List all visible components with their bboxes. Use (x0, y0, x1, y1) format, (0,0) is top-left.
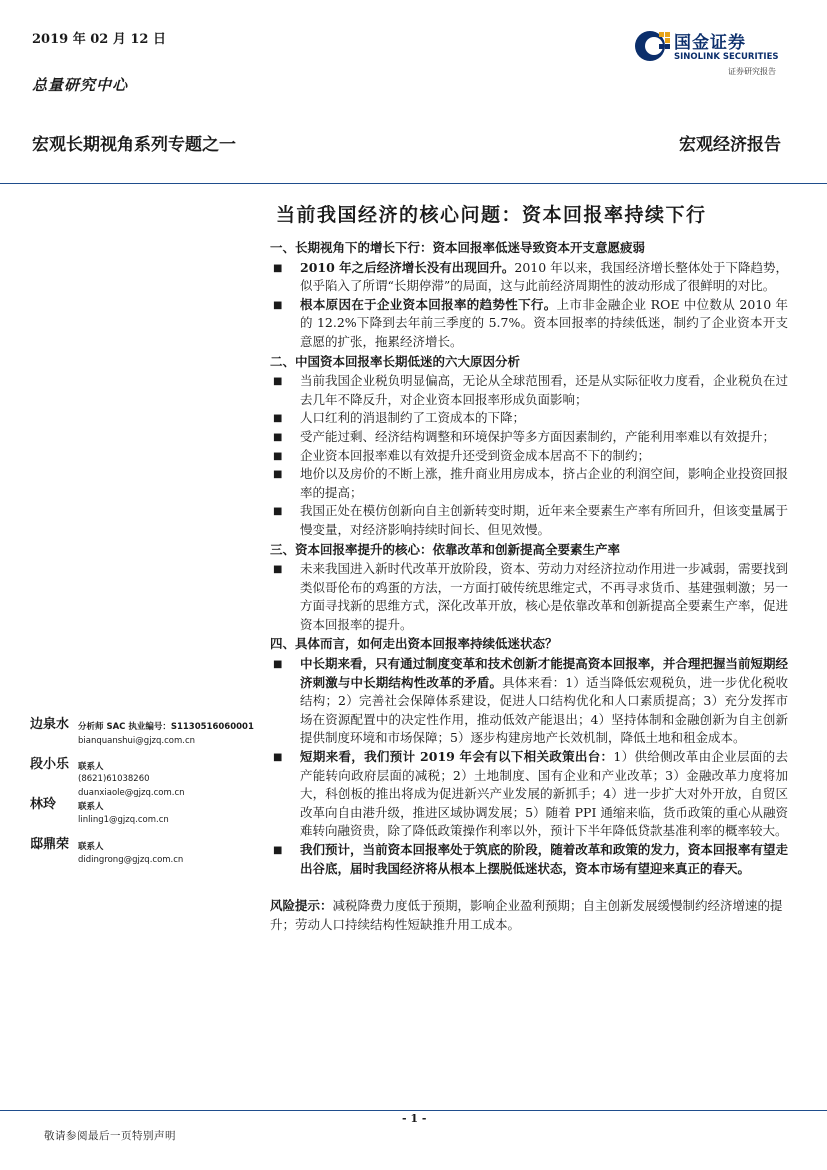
analyst-phone: (8621)61038260 (78, 774, 150, 784)
analyst-email[interactable]: linling1@gjzq.com.cn (78, 815, 169, 825)
risk-text: 减税降费力度低于预期，影响企业盈利预期；自主创新发展缓慢制约经济增速的提升；劳动人口持续结构性短缺推升用工成本。 (270, 898, 783, 933)
header-divider (0, 183, 827, 184)
section-3 (270, 541, 788, 635)
analyst-role: 联系人 (78, 762, 104, 772)
bullet-item: ■ 受产能过剩、经济结构调整和环境保护等多方面因素制约，产能利用率难以有效提升； (270, 428, 788, 447)
section-heading: 三、资本回报率提升的核心：依靠改革和创新提高全要素生产率 (270, 541, 621, 557)
analyst-name: 边泉水 (30, 717, 70, 732)
analyst-role: 联系人 (78, 842, 104, 852)
analyst-email[interactable]: didingrong@gjzq.com.cn (78, 855, 184, 865)
square-bullet-icon: ■ (273, 506, 283, 518)
section-2 (270, 353, 788, 540)
square-bullet-icon: ■ (273, 659, 283, 671)
bullet-item: ■ 未来我国进入新时代改革开放阶段，资本、劳动力对经济拉动作用进一步减弱，需要找到类似哥伦布的鸡蛋的方法，一方面打破传统思维定式，不再寻求货币、基建强刺激；另一方面寻找新的思维方式，深化改革开放，核心是依靠改革和创新提高全要素生产率，促进资本回报率的提升。 (273, 561, 788, 632)
report-date: 2019 年 02 月 12 日 (32, 32, 166, 47)
logo-chinese-name: 国金证券 (674, 33, 746, 53)
bullet-item: ■ 我们预计，当前资本回报率处于筑底的阶段，随着改革和政策的发力，资本回报率有望走出谷底，届时我国经济将从根本上摆脱低迷状态，资本市场有望迎来真正的春天。 (273, 842, 788, 876)
section-4 (270, 635, 788, 878)
page-number: - 1 - (402, 1112, 427, 1125)
summary-body (270, 238, 788, 934)
square-bullet-icon: ■ (273, 262, 283, 274)
report-title: 当前我国经济的核心问题：资本回报率持续下行 (276, 204, 707, 226)
risk-warning (270, 896, 788, 934)
analyst-email[interactable]: bianquanshui@gjzq.com.cn (78, 736, 196, 746)
series-title: 宏观长期视角系列专题之一 (32, 135, 236, 155)
analyst-role: 联系人 (78, 802, 104, 812)
bullet-item: ■ 我国正处在模仿创新向自主创新转变时期，近年来全要素生产率有所回升，但该变量属于慢变量，对经济影响持续时间长、但见效慢。 (273, 503, 788, 537)
report-category-tag: 证券研究报告 (728, 67, 776, 76)
footer-divider (0, 1110, 827, 1111)
section-heading: 二、中国资本回报率长期低迷的六大原因分析 (270, 353, 521, 369)
analyst-name: 邸鼎荣 (30, 837, 70, 852)
bullet-item: ■ 短期来看，我们预计 2019 年会有以下相关政策出台：1）供给侧改革由企业层面的去产能转向政府层面的减税；2）土地制度、国有企业和产业改革；3）金融改革力度将加大，科创板的推出将成为促进新兴产业发展的新抓手；4）进一步扩大对外开放，自贸区改革向自由港升级，推进区域协调发展；5）随着 PPI 通缩来临，货币政策的重心从融资难转向融资贵，除了降低政策操作利率以外，预计下半年降低贷款基准利率的概率较大。 (273, 749, 788, 839)
analyst-name: 林玲 (30, 797, 57, 812)
section-heading: 一、长期视角下的增长下行：资本回报率低迷导致资本开支意愿疲弱 (270, 240, 646, 255)
sinolink-logo-icon (632, 26, 672, 66)
bullet-item: ■ 企业资本回报率难以有效提升还受到资金成本居高不下的制约； (270, 447, 788, 466)
square-bullet-icon: ■ (273, 413, 283, 425)
square-bullet-icon: ■ (273, 469, 283, 481)
report-type: 宏观经济报告 (679, 135, 781, 155)
bullet-item: ■ 2010 年之后经济增长没有出现回升。2010 年以来，我国经济增长整体处于下降趋势，似乎陷入了所谓“长期停滞”的局面，这与此前经济周期性的波动形成了很鲜明的对比。 (273, 259, 788, 294)
bullet-item: ■ 当前我国企业税负明显偏高，无论从全球范围看，还是从实际征收力度看，企业税负在过去几年不降反升，对企业资本回报率形成负面影响； (273, 373, 788, 407)
footer-disclaimer: 敬请参阅最后一页特别声明 (44, 1130, 176, 1142)
section-heading: 四、具体而言，如何走出资本回报率持续低迷状态？ (270, 636, 558, 652)
analyst-email[interactable]: duanxiaole@gjzq.com.cn (78, 788, 185, 798)
analyst-name: 段小乐 (30, 757, 70, 772)
logo-english-name: SINOLINK SECURITIES (674, 52, 779, 62)
square-bullet-icon: ■ (273, 752, 283, 764)
bullet-item: ■ 中长期来看，只有通过制度变革和技术创新才能提高资本回报率，并合理把握当前短期经济刺激与中长期结构性改革的矛盾。具体来看：1）适当降低宏观税负，进一步优化税收结构；2）完善社会保障体系建设，促进人口结构优化和人口素质提高；3）充分发挥市场在资源配置中的决定性作用，推动低效产能退出；4）坚持体制和金融创新为自主创新提供制度环境和市场保障；5）逐步构建房地产长效机制，降低土地和租金成本。 (273, 656, 788, 746)
analyst-role: 分析师 SAC 执业编号：S1130516060001 (78, 722, 254, 732)
square-bullet-icon: ■ (273, 450, 283, 462)
square-bullet-icon: ■ (273, 564, 283, 576)
square-bullet-icon: ■ (273, 376, 283, 388)
square-bullet-icon: ■ (273, 299, 283, 311)
bullet-item: ■ 地价以及房价的不断上涨，推升商业用房成本，挤占企业的利润空间，影响企业投资回报率的提高； (273, 466, 788, 500)
square-bullet-icon: ■ (273, 431, 283, 443)
section-1 (270, 239, 788, 352)
bullet-item: ■ 人口红利的消退制约了工资成本的下降； (270, 409, 788, 428)
risk-label: 风险提示： (270, 898, 333, 914)
square-bullet-icon: ■ (273, 845, 283, 856)
research-center: 总量研究中心 (32, 76, 129, 94)
bullet-item: ■ 根本原因在于企业资本回报率的趋势性下行。上市非金融企业 ROE 中位数从 2010 年的 12.2%下降到去年前三季度的 5.7%。资本回报率的持续低迷，制约了企业资本开支意愿的扩张，拖累经济增长。 (273, 296, 788, 349)
